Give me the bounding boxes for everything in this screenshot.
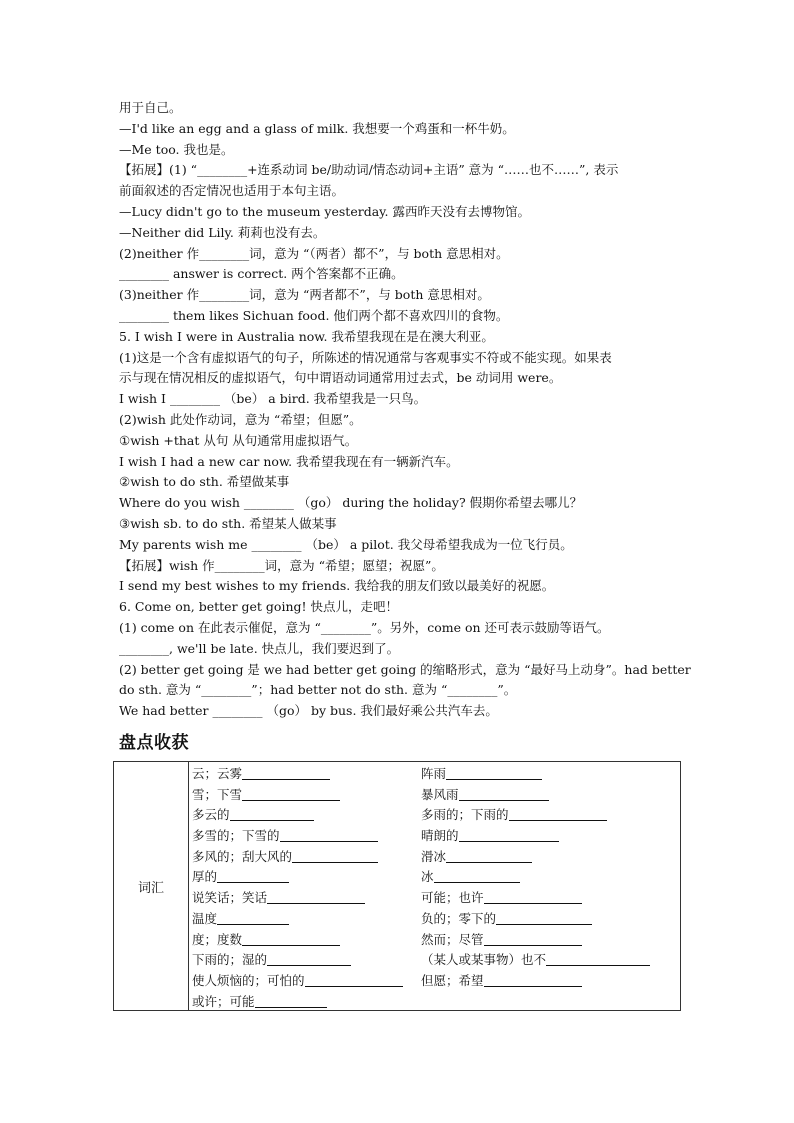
text-line: ________, we'll be late. 快点儿，我们要迟到了。 bbox=[119, 640, 400, 656]
vocab-term: 度；度数 bbox=[192, 931, 243, 947]
vocab-item bbox=[192, 826, 403, 847]
text-line: ②wish to do sth. 希望做某事 bbox=[119, 474, 290, 490]
answer-blank[interactable] bbox=[217, 910, 289, 925]
vocab-term: 多风的；刮大风的 bbox=[192, 848, 293, 864]
text-line: 【拓展】(1) “________+连系动词 be/助动词/情态动词+主语” 意为 “……也不……”, 表示 bbox=[119, 162, 619, 178]
answer-blank[interactable] bbox=[255, 993, 327, 1008]
vocab-term: 晴朗的 bbox=[421, 828, 459, 844]
vocab-item bbox=[421, 888, 650, 909]
vocab-item bbox=[421, 930, 650, 951]
vocab-item bbox=[192, 992, 403, 1013]
vocab-item bbox=[192, 930, 403, 951]
vocab-item bbox=[192, 764, 403, 785]
vocab-term: 滑冰 bbox=[421, 848, 447, 864]
vocab-term: 厚的 bbox=[192, 869, 218, 885]
answer-blank[interactable] bbox=[446, 848, 532, 863]
vocab-term: 多雪的；下雪的 bbox=[192, 828, 280, 844]
answer-blank[interactable] bbox=[242, 786, 340, 801]
vocab-item bbox=[192, 888, 403, 909]
text-line: 6. Come on, better get going! 快点儿，走吧！ bbox=[119, 599, 398, 615]
text-line: —Me too. 我也是。 bbox=[119, 141, 234, 157]
vocab-item bbox=[192, 805, 403, 826]
vocab-item bbox=[421, 950, 650, 971]
answer-blank[interactable] bbox=[459, 827, 559, 842]
text-line: Where do you wish ________ （go） during the holiday? 假期你希望去哪儿？ bbox=[119, 495, 583, 511]
notes-body bbox=[119, 98, 691, 722]
vocab-item bbox=[421, 764, 650, 785]
answer-blank[interactable] bbox=[484, 889, 582, 904]
answer-blank[interactable] bbox=[280, 827, 378, 842]
vocabulary-left-column bbox=[192, 764, 403, 1012]
vocabulary-table bbox=[113, 761, 681, 1011]
answer-blank[interactable] bbox=[446, 765, 542, 780]
text-line: (1) come on 在此表示催促，意为 “________”。另外，come on 还可表示鼓励等语气。 bbox=[119, 619, 610, 635]
answer-blank[interactable] bbox=[242, 765, 330, 780]
text-line: (1)这是一个含有虚拟语气的句子，所陈述的情况通常与客观事实不符或不能实现。如果表 bbox=[119, 349, 612, 365]
text-line: (2)wish 此处作动词，意为 “希望；但愿”。 bbox=[119, 411, 362, 427]
text-line: do sth. 意为 “________”；had better not do sth. 意为 “________”。 bbox=[119, 682, 517, 698]
vocab-item bbox=[192, 847, 403, 868]
text-line: I wish I ________ （be） a bird. 我希望我是一只鸟。 bbox=[119, 391, 427, 407]
text-line: 【拓展】wish 作________词，意为 “希望；愿望；祝愿”。 bbox=[119, 557, 444, 573]
answer-blank[interactable] bbox=[484, 972, 582, 987]
vocab-item bbox=[421, 826, 650, 847]
vocab-term: 暴风雨 bbox=[421, 786, 459, 802]
vocab-term: 阵雨 bbox=[421, 766, 447, 781]
text-line: ③wish sb. to do sth. 希望某人做某事 bbox=[119, 515, 337, 531]
vocab-item bbox=[192, 950, 403, 971]
vocabulary-label: 词汇 bbox=[114, 762, 189, 1010]
answer-blank[interactable] bbox=[267, 889, 365, 904]
vocab-term: 但愿；希望 bbox=[421, 972, 484, 988]
vocab-term: 说笑话；笑话 bbox=[192, 890, 268, 906]
vocab-item bbox=[421, 867, 650, 888]
text-line: 5. I wish I were in Australia now. 我希望我现在是在澳大利亚。 bbox=[119, 328, 494, 344]
answer-blank[interactable] bbox=[546, 951, 650, 966]
vocab-item bbox=[421, 805, 650, 826]
vocab-item bbox=[192, 867, 403, 888]
answer-blank[interactable] bbox=[292, 848, 378, 863]
text-line: I send my best wishes to my friends. 我给我的朋友们致以最美好的祝愿。 bbox=[119, 578, 555, 594]
vocab-item bbox=[192, 909, 403, 930]
section-title: 盘点收获 bbox=[119, 733, 189, 753]
answer-blank[interactable] bbox=[230, 806, 314, 821]
vocab-term: （某人或某事物）也不 bbox=[421, 952, 547, 968]
text-line: 前面叙述的否定情况也适用于本句主语。 bbox=[119, 183, 345, 199]
text-line: My parents wish me ________ （be） a pilot. 我父母希望我成为一位飞行员。 bbox=[119, 536, 573, 552]
text-line: ①wish +that 从句 从句通常用虚拟语气。 bbox=[119, 432, 358, 448]
text-line: We had better ________ （go） by bus. 我们最好乘公共汽车去。 bbox=[119, 703, 498, 719]
vocab-term: 然而；尽管 bbox=[421, 931, 484, 947]
text-line: —Lucy didn't go to the museum yesterday. 露西昨天没有去博物馆。 bbox=[119, 203, 531, 219]
text-line: —I'd like an egg and a glass of milk. 我想要一个鸡蛋和一杯牛奶。 bbox=[119, 120, 515, 136]
vocab-item bbox=[192, 785, 403, 806]
vocab-item bbox=[421, 847, 650, 868]
answer-blank[interactable] bbox=[509, 806, 607, 821]
text-line: (2) better get going 是 we had better get going 的缩略形式，意为 “最好马上动身”。had better bbox=[119, 661, 691, 677]
vocabulary-right-column bbox=[421, 764, 650, 992]
vocab-term: 温度 bbox=[192, 910, 218, 926]
answer-blank[interactable] bbox=[217, 868, 289, 883]
answer-blank[interactable] bbox=[496, 910, 592, 925]
vocab-term: 云；云雾 bbox=[192, 766, 243, 781]
vocab-item bbox=[192, 971, 403, 992]
vocab-term: 使人烦恼的；可怕的 bbox=[192, 972, 305, 988]
vocab-item bbox=[421, 785, 650, 806]
vocab-item bbox=[421, 971, 650, 992]
answer-blank[interactable] bbox=[434, 868, 520, 883]
vocab-term: 冰 bbox=[421, 869, 434, 885]
vocab-term: 雪；下雪 bbox=[192, 786, 243, 802]
answer-blank[interactable] bbox=[459, 786, 549, 801]
vocab-term: 多雨的；下雨的 bbox=[421, 807, 509, 823]
text-line: (2)neither 作________词，意为 “（两者）都不”，与 both 意思相对。 bbox=[119, 245, 509, 261]
vocab-term: 多云的 bbox=[192, 807, 230, 823]
vocab-term: 下雨的；湿的 bbox=[192, 952, 268, 968]
vocab-item bbox=[421, 909, 650, 930]
text-line: ________ answer is correct. 两个答案都不正确。 bbox=[119, 266, 404, 282]
vocab-term: 或许；可能 bbox=[192, 993, 255, 1009]
vocab-term: 可能；也许 bbox=[421, 890, 484, 906]
text-line: 示与现在情况相反的虚拟语气，句中谓语动词通常用过去式，be 动词用 were。 bbox=[119, 370, 562, 386]
text-line: 用于自己。 bbox=[119, 100, 182, 115]
answer-blank[interactable] bbox=[305, 972, 403, 987]
text-line: (3)neither 作________词，意为 “两者都不”，与 both 意思相对。 bbox=[119, 287, 490, 303]
text-line: I wish I had a new car now. 我希望我现在有一辆新汽车。 bbox=[119, 453, 459, 469]
answer-blank[interactable] bbox=[267, 951, 351, 966]
answer-blank[interactable] bbox=[242, 931, 340, 946]
vocab-term: 负的；零下的 bbox=[421, 910, 497, 926]
text-line: ________ them likes Sichuan food. 他们两个都不喜欢四川的食物。 bbox=[119, 307, 509, 323]
text-line: —Neither did Lily. 莉莉也没有去。 bbox=[119, 224, 326, 240]
answer-blank[interactable] bbox=[484, 931, 582, 946]
